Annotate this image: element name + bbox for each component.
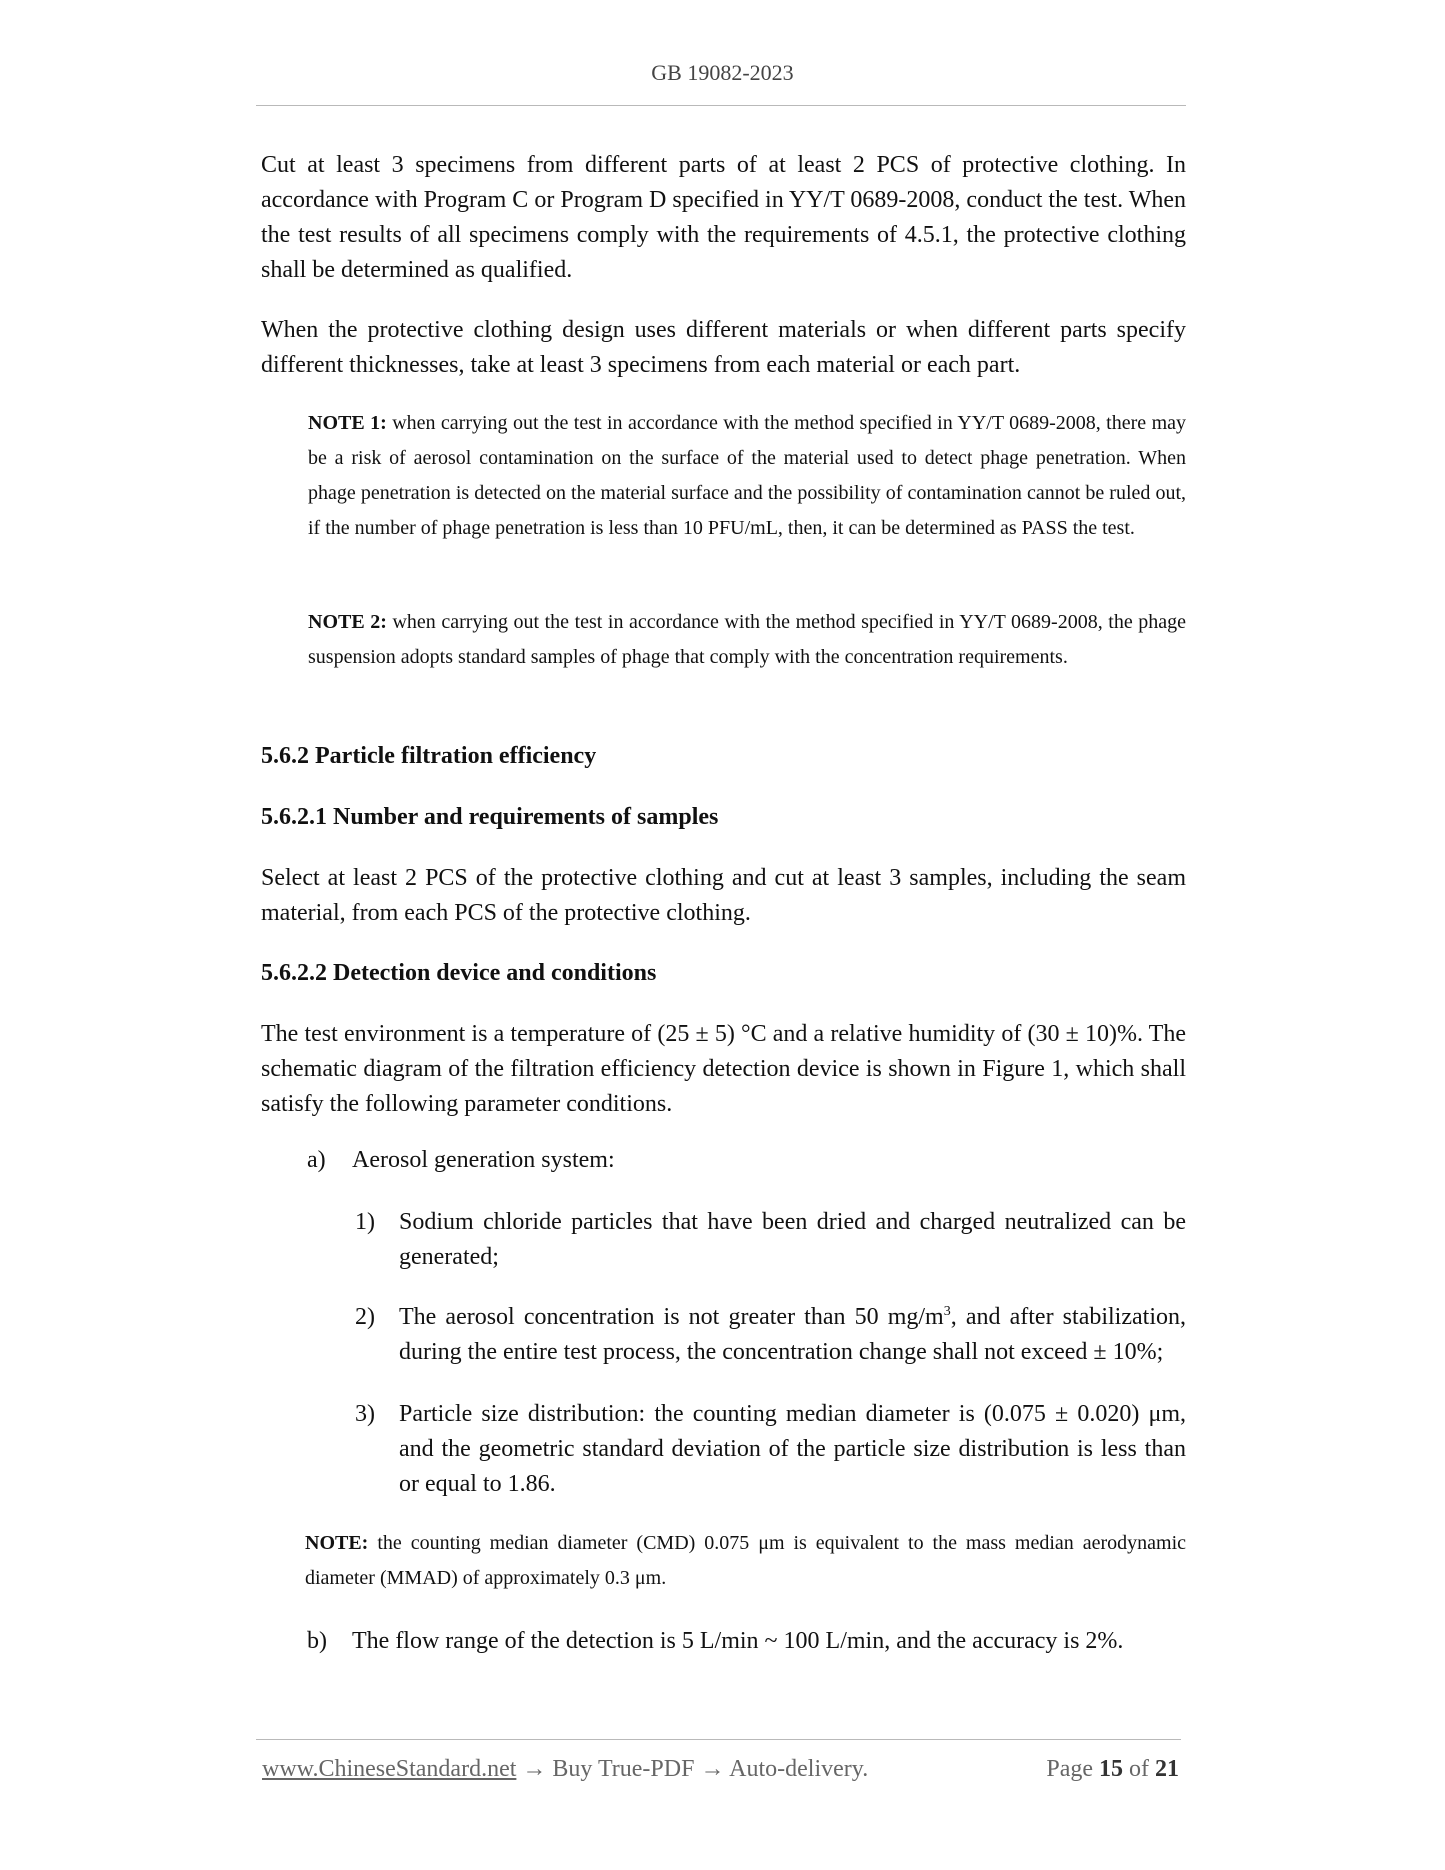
document-code-header: GB 19082-2023 xyxy=(651,60,794,85)
auto-delivery-text: Auto-delivery. xyxy=(729,1756,869,1782)
arrow-icon: → xyxy=(522,1756,547,1782)
footer-divider xyxy=(256,1739,1181,1740)
list-item-b xyxy=(307,1624,1124,1659)
note-1-label: NOTE 1: xyxy=(308,412,387,434)
note-1-text: when carrying out the test in accordance with the method specified in YY/T 0689-2008, there may be a risk of aerosol contamination on the surface of the material used to detect phage penetration. When phage penetration is detected on the material surface and the possibility of contamination cannot be ruled out, if the number of phage penetration is less than 10 PFU/mL, then, it can be determined as PASS the test. xyxy=(308,412,1186,539)
cubic-superscript: 3 xyxy=(943,1304,951,1319)
note-2 xyxy=(308,605,1186,675)
page-number: 15 xyxy=(1099,1756,1123,1782)
note-2-text: when carrying out the test in accordance with the method specified in YY/T 0689-2008, the phage suspension adopts standard samples of phage that comply with the concentration requirements. xyxy=(308,611,1187,668)
note-cmd-label: NOTE: xyxy=(305,1532,369,1554)
list-item-a xyxy=(307,1143,615,1178)
sub-item-1 xyxy=(355,1205,1186,1275)
paragraph-different-materials: When the protective clothing design uses different materials or when different parts specify different thicknesses, take at least 3 specimens from each material or each part. xyxy=(261,317,1186,378)
paragraph-specimen-cutting: Cut at least 3 specimens from different parts of at least 2 PCS of protective clothing. In accordance with Program C or Program D specified in YY/T 0689-2008, conduct the test. When the test results of all specimens comply with the requirements of 4.5.1, the protective clothing shall be determined as qualified. xyxy=(261,152,1186,283)
buy-true-pdf-text: Buy True-PDF xyxy=(552,1756,695,1782)
sub-item-2-text-end: , and after stabilization, during the entire test process, the concentration change shall not exceed ± 10%; xyxy=(399,1304,1186,1365)
page-total: 21 xyxy=(1155,1756,1179,1782)
note-cmd xyxy=(305,1526,1186,1596)
footer-promo xyxy=(262,1756,868,1783)
sub-item-2 xyxy=(355,1300,1186,1370)
sub-item-3 xyxy=(355,1397,1186,1502)
sub-item-2-text xyxy=(399,1300,1186,1370)
sub-item-3-text: Particle size distribution: the counting median diameter is (0.075 ± 0.020) μm, and the geometric standard deviation of the particle size distribution is less than or equal to 1.86. xyxy=(399,1401,1186,1497)
sub-item-2-text-start: The aerosol concentration is not greater than 50 mg/m xyxy=(399,1304,944,1330)
list-item-a-label: a) xyxy=(307,1147,326,1173)
list-item-a-text: Aerosol generation system: xyxy=(352,1147,615,1173)
heading-5-6-2-2: 5.6.2.2 Detection device and conditions xyxy=(261,960,657,986)
header-divider xyxy=(256,105,1186,106)
sub-item-1-label: 1) xyxy=(355,1209,375,1235)
list-item-b-text: The flow range of the detection is 5 L/min ~ 100 L/min, and the accuracy is 2%. xyxy=(352,1628,1124,1654)
list-item-b-label: b) xyxy=(307,1628,327,1654)
sub-item-2-label: 2) xyxy=(355,1304,375,1330)
note-1 xyxy=(308,406,1186,546)
page-word: Page xyxy=(1046,1756,1093,1782)
note-2-label: NOTE 2: xyxy=(308,611,387,633)
note-cmd-text: the counting median diameter (CMD) 0.075 μm is equivalent to the mass median aerodynamic diameter (MMAD) of approximately 0.3 μm. xyxy=(305,1532,1187,1589)
page-indicator xyxy=(1046,1756,1179,1783)
arrow-icon: → xyxy=(700,1756,725,1782)
paragraph-test-environment: The test environment is a temperature of (25 ± 5) °C and a relative humidity of (30 ± 10)%. The schematic diagram of the filtration efficiency detection device is shown in Figure 1, which shall satisfy the following parameter conditions. xyxy=(261,1021,1186,1117)
heading-5-6-2-1: 5.6.2.1 Number and requirements of samples xyxy=(261,804,719,830)
heading-5-6-2: 5.6.2 Particle filtration efficiency xyxy=(261,743,597,769)
paragraph-sample-selection: Select at least 2 PCS of the protective clothing and cut at least 3 samples, including the seam material, from each PCS of the protective clothing. xyxy=(261,865,1186,926)
of-word: of xyxy=(1129,1756,1149,1782)
website-link[interactable]: www.ChineseStandard.net xyxy=(262,1756,517,1782)
sub-item-3-label: 3) xyxy=(355,1401,375,1427)
sub-item-1-text: Sodium chloride particles that have been dried and charged neutralized can be generated; xyxy=(399,1209,1186,1270)
